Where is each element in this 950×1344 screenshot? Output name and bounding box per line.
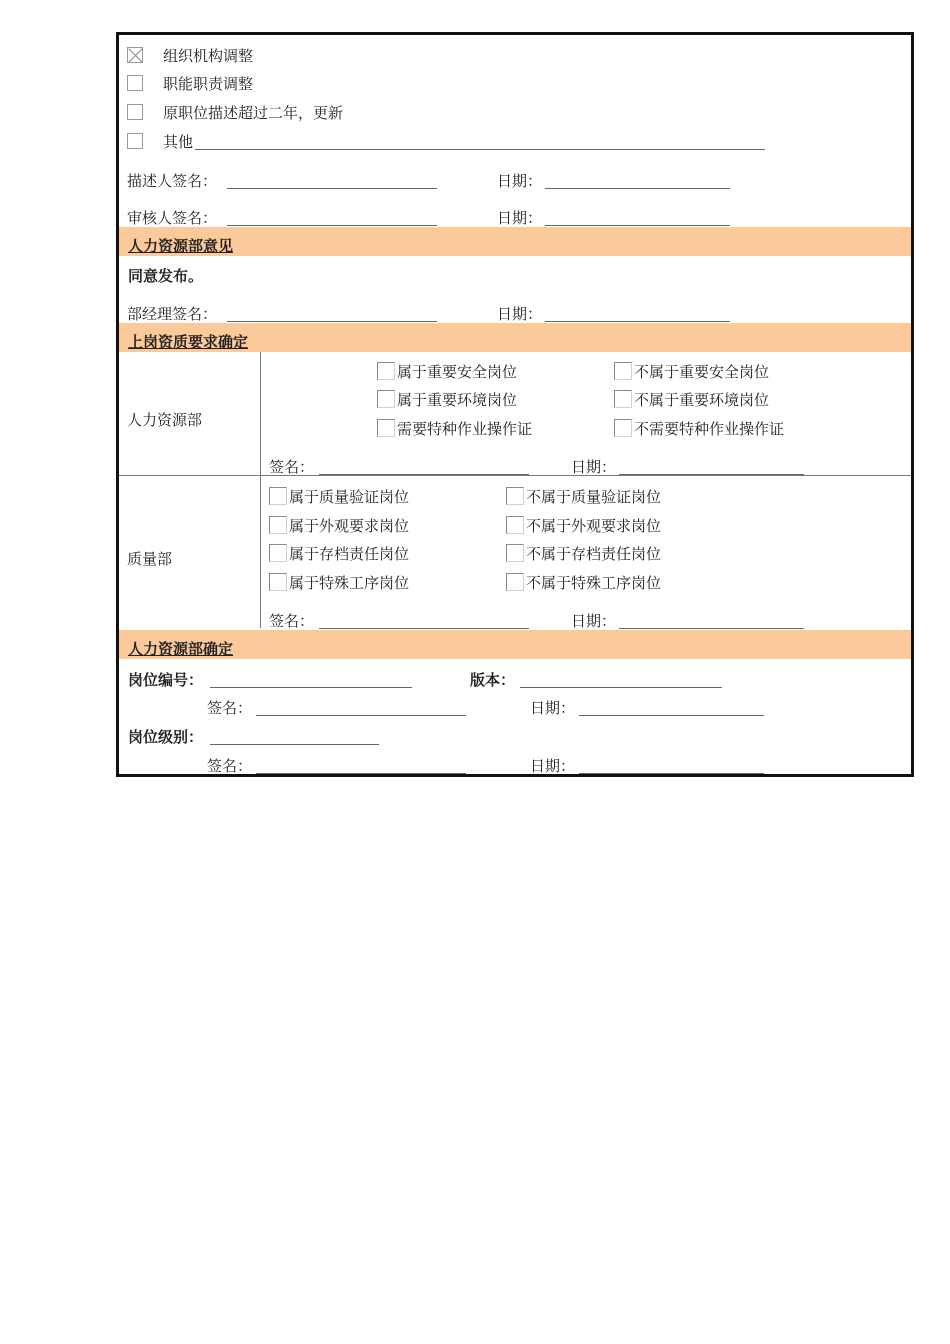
reason-label-org: 组织机构调整 [163,47,254,65]
reason-label-other: 其他 [163,133,194,151]
option-appearance: 属于外观要求岗位 [289,517,410,535]
quality-dept-sign-label: 签名： [269,612,315,630]
checkbox-quality-verify[interactable] [269,487,287,505]
position-level-field[interactable] [210,744,379,745]
confirm-date-label-1: 日期： [530,699,576,717]
manager-sign-label: 部经理签名： [127,305,218,323]
quality-dept-sign-field[interactable] [319,628,529,629]
option-no-special-cert: 不需要特种作业操作证 [634,420,785,438]
checkbox-special-process[interactable] [269,573,287,591]
quality-dept-date-field[interactable] [619,628,804,629]
option-not-important-safety: 不属于重要安全岗位 [634,363,770,381]
checkbox-appearance[interactable] [269,516,287,534]
quality-dept-date-label: 日期： [571,612,617,630]
checkbox-outdated-update[interactable] [127,104,143,120]
confirm-date-field-1[interactable] [579,715,764,716]
checkbox-important-environment[interactable] [377,390,395,408]
option-not-quality-verify: 不属于质量验证岗位 [526,488,662,506]
version-label: 版本： [470,671,516,689]
option-not-important-environment: 不属于重要环境岗位 [634,391,770,409]
hr-dept-sign-field[interactable] [319,474,529,475]
hr-confirm-title: 人力资源部确定 [128,640,234,658]
confirm-date-label-2: 日期： [530,757,576,775]
checkbox-org-adjust[interactable] [127,47,143,63]
confirm-sign-field-1[interactable] [256,715,466,716]
hr-confirm-header [119,630,911,659]
option-special-process: 属于特殊工序岗位 [289,574,410,592]
dept-column-divider [260,352,261,628]
option-not-special-process: 不属于特殊工序岗位 [526,574,662,592]
describer-sign-field[interactable] [227,188,437,189]
checkbox-no-special-cert[interactable] [614,419,632,437]
other-reason-field[interactable] [195,149,765,150]
checkbox-not-special-process[interactable] [506,573,524,591]
checkbox-archive[interactable] [269,544,287,562]
hr-opinion-title: 人力资源部意见 [128,237,234,255]
reason-label-duty: 职能职责调整 [163,75,254,93]
hr-dept-date-label: 日期： [571,458,617,476]
option-important-environment: 属于重要环境岗位 [397,391,518,409]
checkbox-not-quality-verify[interactable] [506,487,524,505]
option-not-archive: 不属于存档责任岗位 [526,545,662,563]
confirm-sign-label-2: 签名： [207,757,253,775]
confirm-date-field-2[interactable] [579,773,764,774]
reviewer-date-label: 日期： [497,209,543,227]
option-quality-verify: 属于质量验证岗位 [289,488,410,506]
confirm-sign-field-2[interactable] [256,773,466,774]
describer-date-label: 日期： [497,172,543,190]
checkbox-important-safety[interactable] [377,362,395,380]
checkbox-not-appearance[interactable] [506,516,524,534]
hr-opinion-text: 同意发布。 [128,267,204,285]
version-field[interactable] [520,687,722,688]
manager-date-field[interactable] [545,321,730,322]
hr-dept-date-field[interactable] [619,474,804,475]
qualification-header [119,323,911,352]
describer-date-field[interactable] [545,188,730,189]
qualification-title: 上岗资质要求确定 [128,333,249,351]
checkbox-not-archive[interactable] [506,544,524,562]
hr-dept-sign-label: 签名： [269,458,315,476]
checkbox-not-important-safety[interactable] [614,362,632,380]
hr-dept-label: 人力资源部 [127,411,203,429]
checkbox-not-important-environment[interactable] [614,390,632,408]
manager-sign-field[interactable] [227,321,437,322]
option-special-cert: 需要特种作业操作证 [397,420,533,438]
hr-opinion-header [119,227,911,256]
position-level-label: 岗位级别： [128,728,204,746]
option-important-safety: 属于重要安全岗位 [397,363,518,381]
manager-date-label: 日期： [497,305,543,323]
checkbox-duty-adjust[interactable] [127,75,143,91]
reviewer-sign-field[interactable] [227,225,437,226]
position-no-field[interactable] [210,687,412,688]
option-archive: 属于存档责任岗位 [289,545,410,563]
reviewer-sign-label: 审核人签名： [127,209,218,227]
position-no-label: 岗位编号： [128,671,204,689]
checkbox-special-cert[interactable] [377,419,395,437]
reviewer-date-field[interactable] [545,225,730,226]
describer-sign-label: 描述人签名： [127,172,218,190]
quality-dept-label: 质量部 [127,550,173,568]
checkbox-other[interactable] [127,133,143,149]
job-description-form [116,32,914,777]
reason-label-outdated: 原职位描述超过二年，更新 [163,104,344,122]
dept-row-divider [119,475,911,476]
option-not-appearance: 不属于外观要求岗位 [526,517,662,535]
confirm-sign-label-1: 签名： [207,699,253,717]
